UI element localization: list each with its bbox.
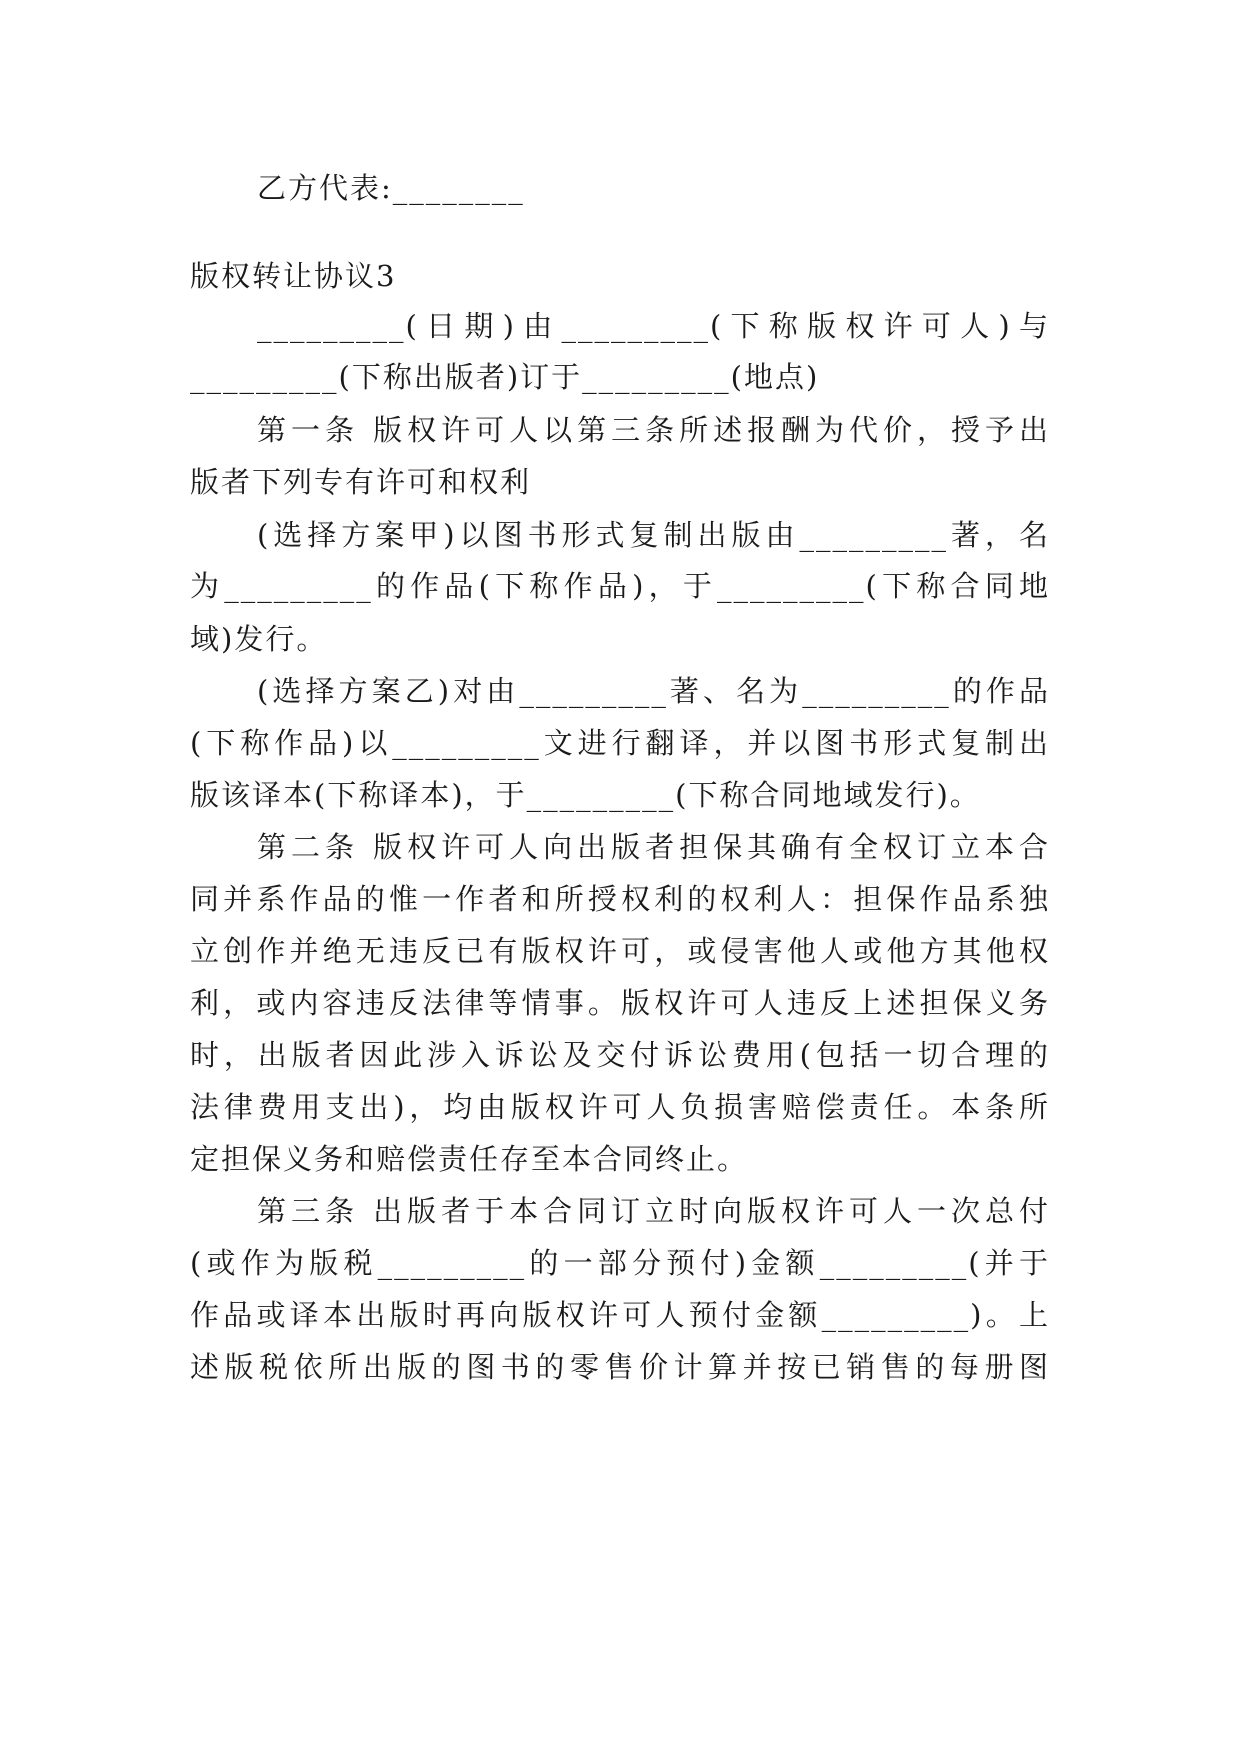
article-1-line: 第一条 版权许可人以第三条所述报酬为代价，授予出 <box>257 413 1050 447</box>
option-b-line: (下称作品)以_________文进行翻译，并以图书形式复制出 <box>190 726 1050 760</box>
article-2-line: 同并系作品的惟一作者和所授权利的权利人：担保作品系独 <box>190 882 1050 916</box>
article-2-line: 利，或内容违反法律等情事。版权许可人违反上述担保义务 <box>190 986 1050 1020</box>
paragraph-line: _________(日期)由_________(下称版权许可人)与 <box>257 309 1050 343</box>
article-2-line: 定担保义务和赔偿责任存至本合同终止。 <box>190 1142 749 1176</box>
article-3-line: 第三条 出版者于本合同订立时向版权许可人一次总付 <box>257 1194 1050 1228</box>
article-3-line: (或作为版税_________的一部分预付)金额_________(并于 <box>190 1246 1050 1280</box>
signature-line-party-b: 乙方代表:________ <box>257 171 525 205</box>
option-b-line: 版该译本(下称译本)，于_________(下称合同地域发行)。 <box>190 778 981 812</box>
article-1-line: 版者下列专有许可和权利 <box>190 465 532 499</box>
option-a-line: 为_________的作品(下称作品)，于_________(下称合同地 <box>190 569 1050 603</box>
article-2-line: 立创作并绝无违反已有版权许可，或侵害他人或他方其他权 <box>190 934 1050 968</box>
article-3-line: 作品或译本出版时再向版权许可人预付金额_________)。上 <box>190 1298 1050 1332</box>
option-a-line: 域)发行。 <box>190 622 328 656</box>
section-title: 版权转让协议3 <box>190 259 397 293</box>
article-2-line: 时，出版者因此涉入诉讼及交付诉讼费用(包括一切合理的 <box>190 1038 1050 1072</box>
article-2-line: 法律费用支出)，均由版权许可人负损害赔偿责任。本条所 <box>190 1090 1050 1124</box>
option-a-line: (选择方案甲)以图书形式复制出版由_________著，名 <box>257 518 1050 552</box>
article-3-line: 述版税依所出版的图书的零售价计算并按已销售的每册图 <box>190 1350 1050 1384</box>
paragraph-line: _________(下称出版者)订于_________(地点) <box>190 360 820 394</box>
option-b-line: (选择方案乙)对由_________著、名为_________的作品 <box>257 674 1050 708</box>
article-2-line: 第二条 版权许可人向出版者担保其确有全权订立本合 <box>257 830 1050 864</box>
